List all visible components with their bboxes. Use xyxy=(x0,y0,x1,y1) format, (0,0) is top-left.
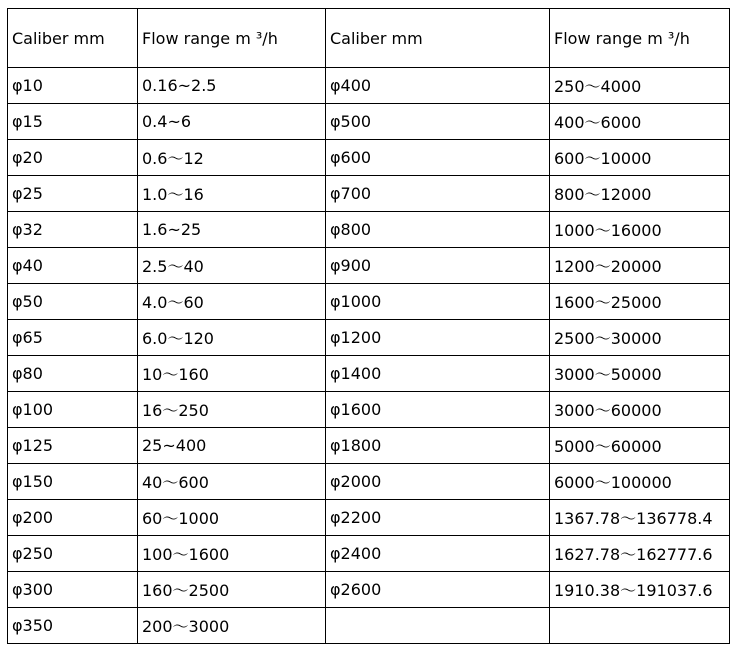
header-row xyxy=(8,9,730,68)
caliber-cell: φ50 xyxy=(8,284,138,320)
flow-range-cell: 40～600 xyxy=(138,464,326,500)
table-row xyxy=(8,608,730,644)
table-row xyxy=(8,284,730,320)
caliber-flow-table xyxy=(7,8,730,644)
flow-range-cell: 0.4~6 xyxy=(138,104,326,140)
caliber-cell: φ150 xyxy=(8,464,138,500)
flow-range-cell: 1.6~25 xyxy=(138,212,326,248)
flow-range-cell: 6.0～120 xyxy=(138,320,326,356)
flow-range-cell: 3000～50000 xyxy=(550,356,730,392)
caliber-cell: φ2400 xyxy=(326,536,550,572)
caliber-cell: φ600 xyxy=(326,140,550,176)
flow-range-cell: 1000～16000 xyxy=(550,212,730,248)
caliber-cell: φ100 xyxy=(8,392,138,428)
flow-range-cell: 250～4000 xyxy=(550,68,730,104)
caliber-cell: φ1400 xyxy=(326,356,550,392)
caliber-cell: φ900 xyxy=(326,248,550,284)
table-row xyxy=(8,104,730,140)
table-row xyxy=(8,356,730,392)
flow-range-cell: 1200～20000 xyxy=(550,248,730,284)
flow-range-cell: 1.0～16 xyxy=(138,176,326,212)
caliber-cell: φ350 xyxy=(8,608,138,644)
caliber-cell xyxy=(326,608,550,644)
caliber-cell: φ15 xyxy=(8,104,138,140)
caliber-cell: φ2000 xyxy=(326,464,550,500)
table-row xyxy=(8,536,730,572)
caliber-cell: φ1600 xyxy=(326,392,550,428)
caliber-cell: φ25 xyxy=(8,176,138,212)
caliber-cell: φ1000 xyxy=(326,284,550,320)
header-flow-range: Flow range m ³/h xyxy=(138,9,326,68)
caliber-cell: φ1200 xyxy=(326,320,550,356)
flow-range-cell: 3000～60000 xyxy=(550,392,730,428)
flow-range-cell: 1367.78～136778.4 xyxy=(550,500,730,536)
table-row xyxy=(8,140,730,176)
flow-range-cell: 25~400 xyxy=(138,428,326,464)
flow-range-cell: 100～1600 xyxy=(138,536,326,572)
table-row xyxy=(8,212,730,248)
caliber-cell: φ40 xyxy=(8,248,138,284)
caliber-cell: φ32 xyxy=(8,212,138,248)
caliber-cell: φ300 xyxy=(8,572,138,608)
caliber-cell: φ2200 xyxy=(326,500,550,536)
caliber-cell: φ1800 xyxy=(326,428,550,464)
flow-range-cell: 1600～25000 xyxy=(550,284,730,320)
caliber-cell: φ10 xyxy=(8,68,138,104)
table-row xyxy=(8,248,730,284)
flow-range-cell: 200～3000 xyxy=(138,608,326,644)
table-row xyxy=(8,392,730,428)
caliber-cell: φ800 xyxy=(326,212,550,248)
caliber-cell: φ250 xyxy=(8,536,138,572)
flow-range-cell: 600～10000 xyxy=(550,140,730,176)
caliber-cell: φ65 xyxy=(8,320,138,356)
caliber-cell: φ700 xyxy=(326,176,550,212)
caliber-cell: φ400 xyxy=(326,68,550,104)
flow-range-cell: 5000～60000 xyxy=(550,428,730,464)
table-row xyxy=(8,68,730,104)
table-row xyxy=(8,428,730,464)
header-caliber-mm: Caliber mm xyxy=(326,9,550,68)
header-flow-range: Flow range m ³/h xyxy=(550,9,730,68)
flow-range-cell: 16～250 xyxy=(138,392,326,428)
flow-range-cell: 60～1000 xyxy=(138,500,326,536)
flow-range-cell: 10～160 xyxy=(138,356,326,392)
flow-range-cell: 4.0～60 xyxy=(138,284,326,320)
flow-range-cell: 2.5～40 xyxy=(138,248,326,284)
caliber-cell: φ200 xyxy=(8,500,138,536)
caliber-cell: φ500 xyxy=(326,104,550,140)
flow-range-cell: 1910.38～191037.6 xyxy=(550,572,730,608)
caliber-cell: φ20 xyxy=(8,140,138,176)
flow-range-cell: 0.6～12 xyxy=(138,140,326,176)
flow-range-cell: 0.16~2.5 xyxy=(138,68,326,104)
caliber-cell: φ125 xyxy=(8,428,138,464)
table-row xyxy=(8,500,730,536)
table-row xyxy=(8,464,730,500)
header-caliber-mm: Caliber mm xyxy=(8,9,138,68)
caliber-cell: φ2600 xyxy=(326,572,550,608)
flow-range-cell: 160～2500 xyxy=(138,572,326,608)
table-row xyxy=(8,176,730,212)
caliber-cell: φ80 xyxy=(8,356,138,392)
flow-range-cell: 400～6000 xyxy=(550,104,730,140)
table-row xyxy=(8,320,730,356)
flow-range-cell: 6000～100000 xyxy=(550,464,730,500)
table-row xyxy=(8,572,730,608)
flow-range-cell: 2500～30000 xyxy=(550,320,730,356)
table-body xyxy=(8,9,730,644)
flow-range-cell xyxy=(550,608,730,644)
flow-range-cell: 800～12000 xyxy=(550,176,730,212)
flow-range-cell: 1627.78～162777.6 xyxy=(550,536,730,572)
